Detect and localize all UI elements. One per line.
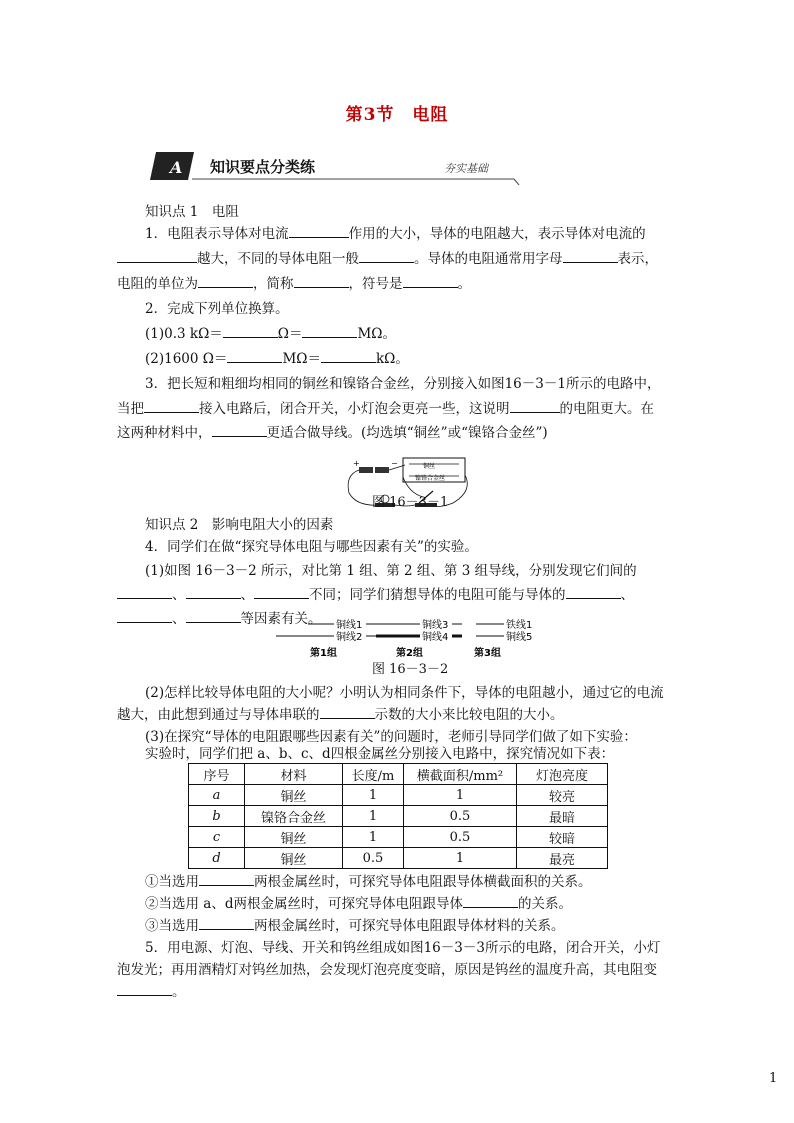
table-cell: 1 (343, 806, 404, 827)
section-banner (148, 147, 520, 185)
table-row (189, 848, 608, 869)
fig2-caption: 图 16－3－2 (372, 662, 449, 677)
wire-label: 铜线5 (506, 632, 533, 643)
q4-line1: 4．同学们在做“探究导体电阻与哪些因素有关”的实验。 (145, 539, 478, 555)
q3-line3: 这两种材料中， 更适合做导线。(均选填“铜丝”或“镍铬合金丝”) (117, 422, 548, 444)
table-cell: b (189, 806, 245, 827)
table-cell: 1 (404, 785, 517, 806)
wire-label: 铜线4 (422, 632, 449, 643)
table-cell: a (189, 785, 245, 806)
page-number: 1 (769, 1071, 778, 1086)
wire-label: 铜线1 (336, 620, 363, 631)
fig1-label-bottom: 镍铬合金丝 (415, 475, 446, 482)
q3-line1: 3．把长短和粗细均相同的铜丝和镍铬合金丝，分别接入如图16－3－1所示的电路中， (145, 376, 661, 392)
table-cell: 铜丝 (245, 848, 343, 869)
q4-line3: 、 、 不同；同学们猜想导体的电阻可能与导体的 、 (117, 584, 634, 606)
svg-text:+: + (353, 459, 360, 468)
table-row (189, 785, 608, 806)
experiment-table (188, 763, 608, 869)
wires-figure-2 (276, 614, 556, 660)
table-header: 灯泡亮度 (517, 764, 608, 785)
q4-line4: 、 等因素有关。 (117, 608, 322, 630)
table-cell: 0.5 (404, 806, 517, 827)
q3-line2: 当把 接入电路后，闭合开关，小灯泡会更亮一些，这说明 的电阻更大。在 (117, 398, 654, 420)
q2-a: (1)0.3 kΩ＝ Ω＝ MΩ。 (145, 323, 396, 345)
fig1-label-top: 铜丝 (423, 463, 436, 470)
table-cell: 镍铬合金丝 (245, 806, 343, 827)
table-cell: 0.5 (343, 848, 404, 869)
table-row (189, 806, 608, 827)
table-cell: 铜丝 (245, 827, 343, 848)
kp2-heading: 知识点 2 影响电阻大小的因素 (145, 517, 334, 533)
group-label: 第2组 (396, 648, 423, 659)
table-cell: 最暗 (517, 806, 608, 827)
q5-line1: 5．用电源、灯泡、导线、开关和钨丝组成如图16－3－3所示的电路，闭合开关，小灯 (145, 940, 661, 956)
q2-line1: 2．完成下列单位换算。 (145, 301, 289, 317)
table-cell: c (189, 827, 245, 848)
table-cell: d (189, 848, 245, 869)
table-header: 横截面积/mm² (404, 764, 517, 785)
q1-line2: 越大，不同的导体电阻一般 。导体的电阻通常用字母 表示， (117, 248, 658, 270)
table-cell: 最亮 (517, 848, 608, 869)
q4c-c: ③当选用 两根金属丝时，可探究导体电阻跟导体材料的关系。 (145, 915, 565, 937)
table-header: 序号 (189, 764, 245, 785)
wire-label: 铜线3 (422, 620, 449, 631)
q1-line1: 1．电阻表示导体对电流 作用的大小，导体的电阻越大，表示导体对电流的 (145, 223, 646, 245)
table-row (189, 827, 608, 848)
q2-b: (2)1600 Ω＝ MΩ＝ kΩ。 (145, 348, 409, 370)
table-cell: 较亮 (517, 785, 608, 806)
table-cell: 较暗 (517, 827, 608, 848)
wire-label: 铁线1 (506, 620, 533, 631)
q5-line3: 。 (117, 981, 186, 1003)
banner-badge: A (170, 158, 183, 177)
table-cell: 1 (343, 827, 404, 848)
page-title: 第3节 电阻 (345, 105, 449, 125)
banner-tag: 夯实基础 (444, 162, 488, 175)
q4b-line4: 实验时，同学们把 a、b、c、d四根金属丝分别接入电路中，探究情况如下表： (145, 746, 615, 762)
group-label: 第1组 (310, 648, 337, 659)
q4c-a: ①当选用 两根金属丝时，可探究导体电阻跟导体横截面积的关系。 (145, 871, 592, 893)
table-cell: 铜丝 (245, 785, 343, 806)
table-header: 材料 (245, 764, 343, 785)
q5-line2: 泡发光；再用酒精灯对钨丝加热，会发现灯泡亮度变暗，原因是钨丝的温度升高，其电阻变 (117, 962, 657, 978)
table-header-row (189, 764, 608, 785)
kp1-heading: 知识点 1 电阻 (145, 204, 239, 220)
group-label: 第3组 (474, 648, 501, 659)
table-cell: 1 (343, 785, 404, 806)
banner-title: 知识要点分类练 (210, 158, 316, 176)
q4b-line2: 越大，由此想到通过与导体串联的 示数的大小来比较电阻的大小。 (117, 704, 564, 726)
svg-text:−: − (391, 459, 398, 468)
q4c-b: ②当选用 a、d两根金属丝时，可探究导体电阻跟导体 的关系。 (145, 893, 572, 915)
wire-label: 铜线2 (336, 632, 363, 643)
table-cell: 0.5 (404, 827, 517, 848)
q4b-line3: (3)在探究“导体的电阻跟哪些因素有关”的问题时，老师引导同学们做了如下实验： (145, 729, 637, 745)
table-header: 长度/m (343, 764, 404, 785)
q1-line3: 电阻的单位为 ，简称 ，符号是 。 (117, 273, 471, 295)
q4-line2: (1)如图 16－3－2 所示，对比第 1 组、第 2 组、第 3 组导线，分别发现它们间的 (145, 563, 637, 579)
table-cell: 1 (404, 848, 517, 869)
q4b-line1: (2)怎样比较导体电阻的大小呢？小明认为相同条件下，导体的电阻越小，通过它的电流 (145, 685, 664, 701)
fig1-caption: 图 16－3－1 (372, 495, 449, 510)
